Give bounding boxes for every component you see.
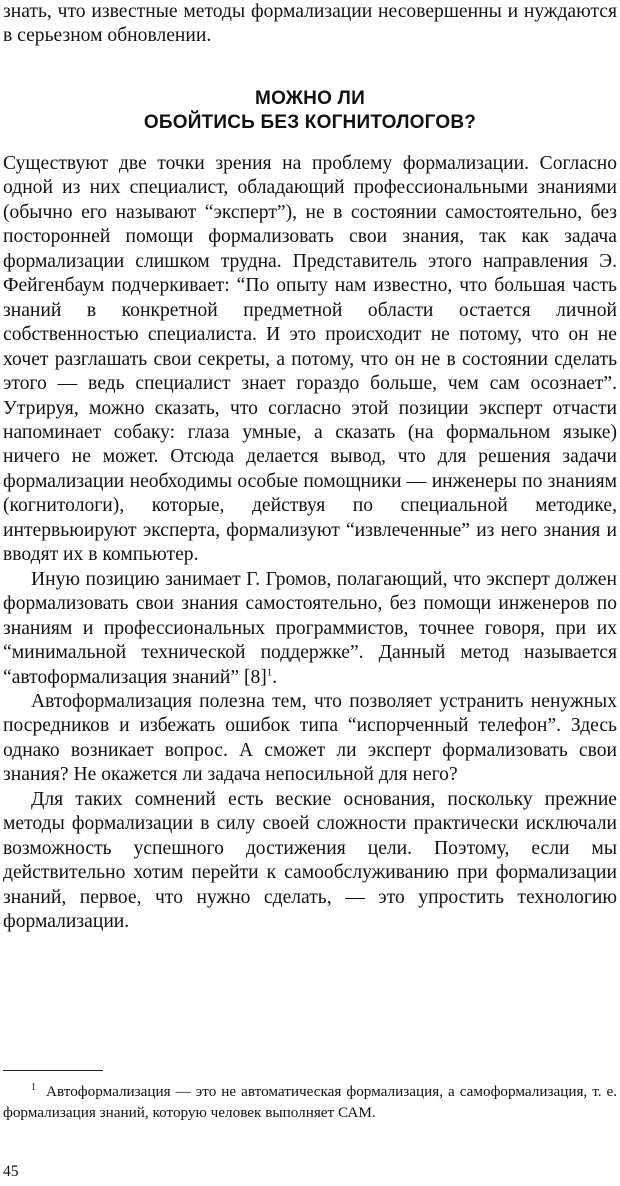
paragraph-1: Существуют две точки зрения на проблему формализации. Согласно одной из них специалист, обладающий профессиональными знаниями (обычно его называют “эксперт”), не в состоянии самостоятельно, без посторонней помощи формализовать свои знания, так как задача формализации слишком трудна. Представитель этого направления Э. Фейгенбаум подчеркивает: “По опыту нам известно, что большая часть знаний в конкретной предметной области остается личной собственностью специалиста. И это происходит не потому, что он не хочет разглашать свои секреты, а потому, что он не в состоянии сделать этого — ведь специалист знает гораздо больше, чем сам осознает”. Утрируя, можно сказать, что согласно этой позиции эксперт отчасти напоминает собаку: глаза умные, а сказать (на формальном языке) ничего не может. Отсюда делается вывод, что для решения задачи формализации необходимы особые помощники — инженеры по знаниям (когнитологи), которые, действуя по специальной методике, интервьюируют эксперта, формализуют “извлеченные” из него знания и вводят их в компьютер.	[3, 153, 617, 566]
intro-paragraph	[3, 0, 617, 49]
heading-line-1: МОЖНО ЛИ	[255, 88, 365, 109]
intro-text: знать, что известные методы формализации несовершенны и нуждаются в серьезном обновлении.	[3, 1, 617, 47]
section-body	[3, 152, 617, 935]
paragraph-2-end: .	[272, 666, 278, 688]
paragraph-3: Автоформализация полезна тем, что позволяет устранить ненужных посредников и избежать ошибок типа “испорченный телефон”. Здесь однако возникает вопрос. А сможет ли эксперт формализовать свои знания? Не окажется ли задача непосильной для него?	[3, 690, 617, 786]
heading-line-2: ОБОЙТИСЬ БЕЗ КОГНИТОЛОГОВ?	[143, 112, 477, 133]
page-number: 45	[3, 1163, 19, 1180]
paragraph-2-text: Иную позицию занимает Г. Громов, полагающий, что эксперт должен формализовать свои знания самостоятельно, без помощи инженеров по знаниям и профессиональных программистов, точнее говоря, при их “минимальной технической поддержке”. Данный метод называется “автоформализация знаний” [8]	[3, 568, 617, 688]
paragraph-4: Для таких сомнений есть веские основания, поскольку прежние методы формализации в силу своей сложности практически исключали возможность успешного достижения цели. Поэтому, если мы действительно хотим перейти к самообслуживанию при формализации знаний, первое, что нужно сделать, — это упростить технологию формализации.	[3, 788, 617, 933]
footnote-divider	[3, 1070, 103, 1071]
footnote-reference[interactable]: 1	[266, 665, 273, 678]
footnote-marker: 1	[31, 1081, 36, 1093]
footnote-text: Автоформализация — это не автоматическая формализация, а самоформализация, т. е. формализация знаний, которую человек выполняет САМ.	[3, 1083, 617, 1121]
footnote	[3, 1081, 617, 1123]
section-heading	[0, 87, 620, 135]
paragraph-2	[3, 568, 617, 690]
